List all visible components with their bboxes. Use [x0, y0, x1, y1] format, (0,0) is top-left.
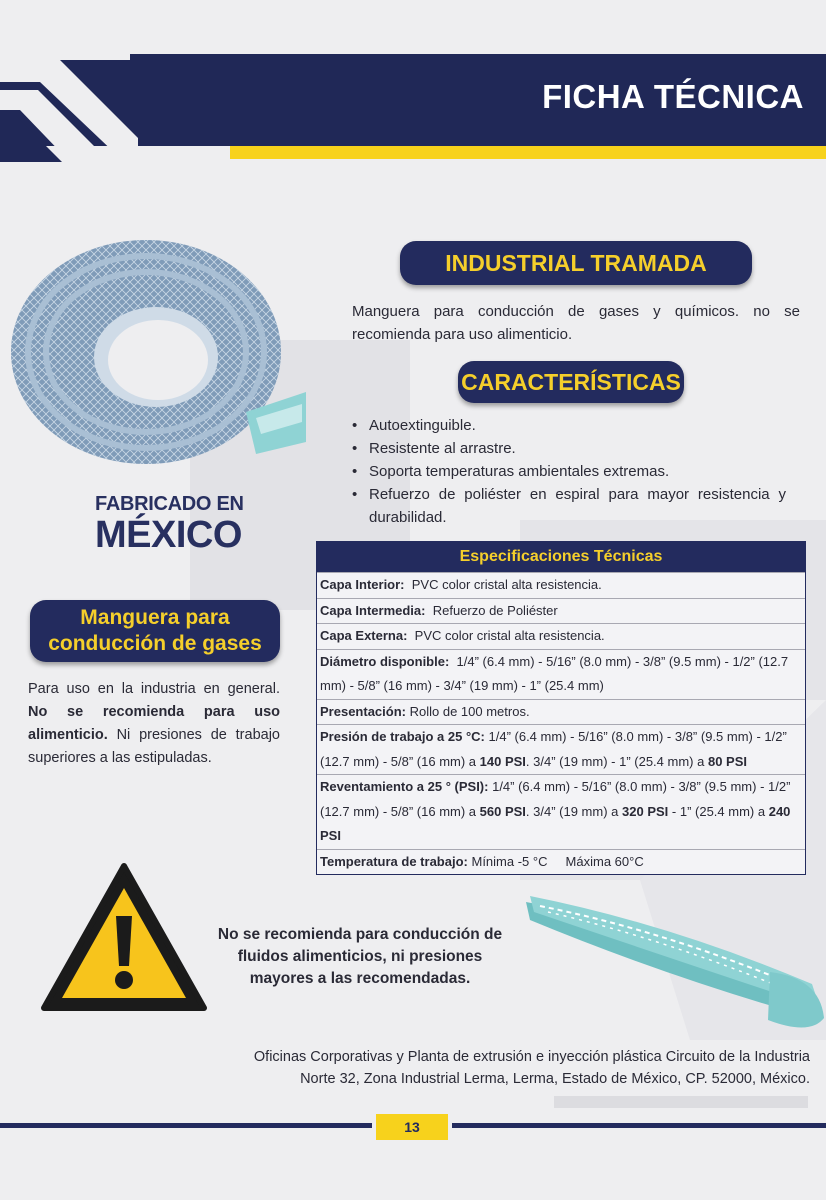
spec-row-diametro — [317, 649, 805, 699]
made-in-label: FABRICADO EN — [95, 493, 244, 515]
spec-value: Refuerzo de Poliéster — [432, 602, 558, 618]
made-in-country: MÉXICO — [95, 514, 242, 556]
spec-row-reventamiento — [317, 774, 805, 849]
company-logo — [0, 54, 160, 164]
product-title: INDUSTRIAL TRAMADA — [400, 241, 752, 285]
header-accent-stripe — [230, 146, 826, 159]
usage-warning: No se recomienda para uso alimenticio. — [28, 704, 280, 743]
hose-section-image — [520, 888, 826, 1038]
warning-text: No se recomienda para conducción de fluidos alimenticios, ni presiones mayores a las recomendadas. — [217, 926, 503, 987]
usage-text: Para uso en la industria en general. — [28, 681, 280, 697]
spec-value: PVC color cristal alta resistencia. — [411, 577, 602, 592]
spec-psi: 560 PSI — [479, 803, 526, 819]
page-title: FICHA TÉCNICA — [542, 78, 804, 115]
feature-item: • Autoextinguible. — [352, 414, 786, 437]
footer-line — [0, 1123, 372, 1128]
spec-label: Presentación: — [320, 703, 406, 719]
footer-line — [452, 1123, 826, 1128]
spec-value: Máxima 60°C — [565, 853, 644, 869]
specs-table — [316, 541, 806, 875]
address-line: Oficinas Corporativas y Planta de extrusión e inyección plástica Circuito de la Industria — [253, 1049, 810, 1065]
spec-value: 1/4” (6.4 mm) - 5/16” (8.0 mm) - 3/8” (9.5 mm) - 1/2” (12.7 mm) - 5/8” (16 mm) a — [320, 729, 787, 769]
spec-label: Capa Intermedia: — [320, 602, 426, 618]
spec-label: Presión de trabajo a 25 °C: — [320, 729, 485, 744]
spec-row-interior — [317, 572, 805, 598]
spec-label: Diámetro disponible: — [320, 653, 450, 669]
spec-value: 1/4” (6.4 mm) - 5/16” (8.0 mm) - 3/8” (9.5 mm) - 1/2” (12.7 mm) - 5/8” (16 mm) a — [320, 779, 791, 819]
spec-value: - 1” (25.4 mm) a — [671, 803, 766, 819]
feature-item: • Soporta temperaturas ambientales extremas. — [352, 460, 786, 483]
spec-psi: 240 PSI — [320, 803, 791, 843]
spec-row-presion — [317, 724, 805, 774]
spec-value: 1/4” (6.4 mm) - 5/16” (8.0 mm) - 3/8” (9.5 mm) - 1/2” (12.7 mm) - 5/8” (16 mm) - 3/4” (19 mm) - 1” (25.4 mm) — [320, 653, 789, 693]
feature-item: • Refuerzo de poliéster en espiral para mayor resistencia y durabilidad. — [352, 483, 786, 529]
usage-note — [28, 678, 280, 770]
feature-item: • Resistente al arrastre. — [352, 437, 786, 460]
spec-label: Reventamiento a 25 ° (PSI): — [320, 779, 489, 794]
spec-label: Capa Interior: — [320, 577, 405, 592]
spec-row-temperatura — [317, 849, 805, 875]
footer-decoration — [554, 1096, 808, 1108]
page-number: 13 — [376, 1114, 448, 1140]
spec-label: Capa Externa: — [320, 628, 408, 643]
features-list — [352, 414, 786, 529]
usage-text: Ni presiones de trabajo superiores a las estipuladas. — [28, 727, 280, 766]
hose-coil-image — [6, 222, 306, 472]
spec-label: Temperatura de trabajo: — [320, 853, 468, 869]
product-description: Manguera para conducción de gases y químicos. no se recomienda para uso alimenticio. — [352, 303, 800, 343]
gases-heading — [30, 600, 280, 662]
features-title: CARACTERÍSTICAS — [458, 361, 684, 403]
spec-row-presentacion — [317, 699, 805, 725]
address-line: Norte 32, Zona Industrial Lerma, Lerma, Estado de México, CP. 52000, México. — [300, 1071, 810, 1087]
spec-row-intermedia — [317, 598, 805, 624]
warning-icon — [40, 862, 208, 1012]
spec-value: . 3/4” (19 mm) a — [525, 803, 619, 819]
spec-value: Mínima -5 °C — [471, 853, 548, 869]
specs-title: Especificaciones Técnicas — [317, 542, 805, 572]
spec-row-externa — [317, 623, 805, 649]
gases-heading-line1: Manguera para — [80, 606, 230, 629]
spec-value: Rollo de 100 metros. — [409, 703, 530, 719]
spec-psi: 140 PSI — [479, 753, 526, 769]
spec-value: . 3/4” (19 mm) - 1” (25.4 mm) a — [525, 753, 705, 769]
gases-heading-line2: conducción de gases — [48, 632, 262, 655]
spec-psi: 320 PSI — [622, 803, 669, 819]
spec-psi: 80 PSI — [707, 753, 747, 769]
company-address — [212, 1046, 810, 1090]
spec-value: PVC color cristal alta resistencia. — [414, 628, 605, 643]
